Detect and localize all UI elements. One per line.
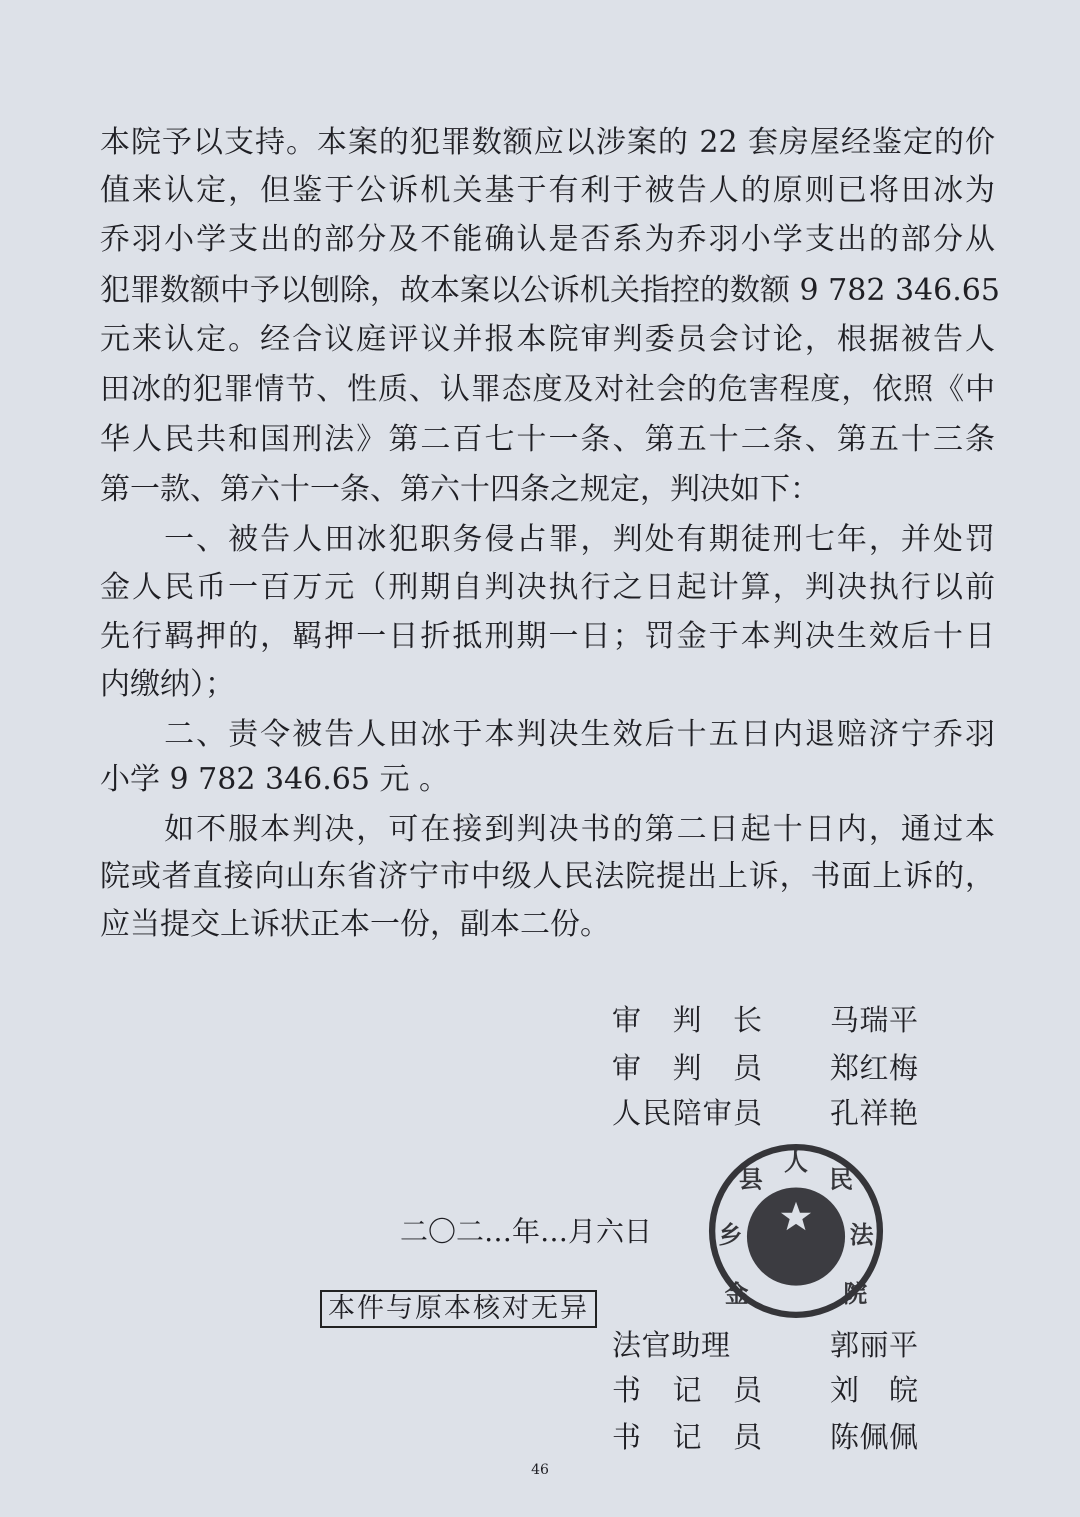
body-line: 金人民币一百万元（刑期自判决执行之日起计算，判决执行以前 — [100, 570, 995, 605]
clerk-role: 法官助理 — [612, 1328, 730, 1362]
certification-box: 本件与原本核对无异 — [320, 1290, 597, 1328]
court-seal-stamp — [705, 1140, 887, 1322]
signature-name: 马瑞平 — [830, 1003, 918, 1037]
body-line: 应当提交上诉状正本一份，副本二份。 — [100, 907, 610, 942]
signature-role: 人民陪审员 — [612, 1096, 762, 1130]
clerk-name: 刘皖 — [830, 1373, 918, 1407]
body-line: 内缴纳）； — [100, 667, 235, 702]
signature-role: 审判员 — [612, 1051, 762, 1085]
clerk-role: 书记员 — [612, 1373, 762, 1407]
body-line: 本院予以支持。本案的犯罪数额应以涉案的 22 套房屋经鉴定的价 — [100, 125, 995, 160]
body-line: 先行羁押的，羁押一日折抵刑期一日；罚金于本判决生效后十日 — [100, 619, 995, 654]
page-number: 46 — [531, 1462, 549, 1478]
svg-text:院: 院 — [843, 1280, 868, 1309]
signature-name: 孔祥艳 — [830, 1096, 918, 1130]
body-line: 如不服本判决，可在接到判决书的第二日起十日内，通过本 — [100, 812, 995, 847]
signature-role: 审判长 — [612, 1003, 762, 1037]
svg-text:人: 人 — [784, 1148, 808, 1177]
body-line: 元来认定。经合议庭评议并报本院审判委员会讨论，根据被告人 — [100, 322, 995, 357]
body-line: 值来认定，但鉴于公诉机关基于有利于被告人的原则已将田冰为 — [100, 173, 995, 208]
body-line: 院或者直接向山东省济宁市中级人民法院提出上诉，书面上诉的， — [100, 859, 995, 894]
svg-text:金: 金 — [724, 1280, 749, 1309]
body-line: 一、被告人田冰犯职务侵占罪，判处有期徒刑七年，并处罚 — [100, 522, 995, 557]
body-line: 华人民共和国刑法》第二百七十一条、第五十二条、第五十三条 — [100, 422, 995, 457]
judgment-date: 二〇二…年…月六日 — [400, 1215, 653, 1248]
svg-text:法: 法 — [849, 1220, 874, 1249]
body-line: 犯罪数额中予以刨除，故本案以公诉机关指控的数额 9 782 346.65 — [100, 273, 1000, 308]
body-line: 小学 9 782 346.65 元 。 — [100, 762, 449, 797]
clerk-role: 书记员 — [612, 1420, 762, 1454]
svg-text:乡: 乡 — [718, 1220, 743, 1249]
signature-name: 郑红梅 — [830, 1051, 918, 1085]
body-line: 田冰的犯罪情节、性质、认罪态度及对社会的危害程度，依照《中 — [100, 372, 995, 407]
body-line: 第一款、第六十一条、第六十四条之规定，判决如下： — [100, 472, 820, 507]
svg-text:县: 县 — [739, 1165, 763, 1194]
svg-text:民: 民 — [829, 1165, 853, 1194]
clerk-name: 郭丽平 — [830, 1328, 918, 1362]
body-line: 乔羽小学支出的部分及不能确认是否系为乔羽小学支出的部分从 — [100, 222, 995, 257]
clerk-name: 陈佩佩 — [830, 1420, 918, 1454]
body-line: 二、责令被告人田冰于本判决生效后十五日内退赔济宁乔羽 — [100, 717, 995, 752]
